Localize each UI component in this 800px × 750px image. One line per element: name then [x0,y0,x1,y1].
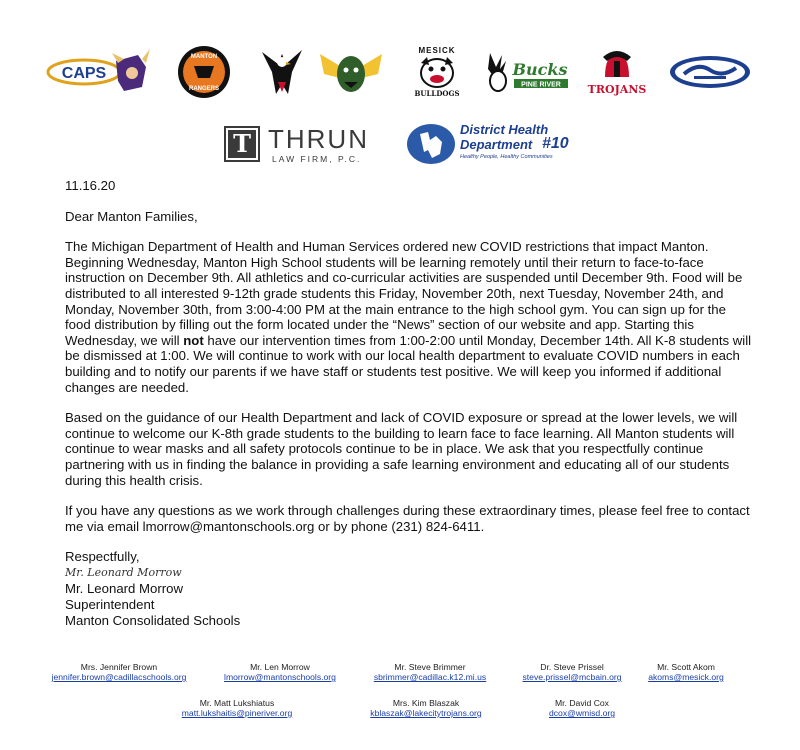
contact-item [166,698,308,718]
district-health-department-logo [406,122,582,168]
eagle-logo [258,42,304,102]
contact-name: Mr. Scott Akom [657,662,715,672]
contact-name: Mr. Matt Lukshiatus [199,698,275,708]
contact-name: Mrs. Kim Blaszak [392,698,460,708]
manton-rangers-logo [176,42,232,102]
contact-email-link[interactable]: lmorrow@mantonschools.org [224,672,336,682]
letter-paragraph-1: The Michigan Department of Health and Human Services ordered new COVID restrictions that impact Manton. Beginning Wednesday, Manton High School students will be learning remotely until their return to face-to-face instruction on December 9th. All athletics and co-curricular activities are suspended until December 9th. Food will be distributed to all interested 9-12th grade students this Friday, November 20th, next Tuesday, November 24th, and Monday, November 30th, from 3:00-4:00 PM at the main entrance to the high school gym. You can sign up for the food distribution by filling out the form located under the “News” section of our website and app. Starting this Wednesday, we will not have our intervention times from 1:00-2:00 until Monday, December 14th. All K-8 students will be dismissed at 1:00. We will continue to work with our local health department to evaluate COVID numbers in each building and to notify our parents if we have staff or students test positive. We will keep you informed if additional changes are needed. [65,239,752,395]
mesick-text: MESICK [418,46,456,55]
contact-item [510,662,634,682]
contact-item [354,698,498,718]
partner-logos-row [220,120,580,170]
dhd-line1: District Health [460,122,549,137]
signer-title: Superintendent [65,597,155,613]
contact-name: Mrs. Jennifer Brown [80,662,158,672]
contact-item [210,662,350,682]
signer-organization: Manton Consolidated Schools [65,613,241,629]
letter-date: 11.16.20 [65,178,116,193]
svg-text:PINE RIVER: PINE RIVER [521,81,561,89]
letter-closing: Respectfully, [65,549,140,565]
contact-email-link[interactable]: matt.lukshaitis@pineriver.org [181,708,293,718]
letter-paragraph-3: If you have any questions as we work through challenges during these extraordinary times, please feel free to contact me via email lmorrow@mantonschools.org or by phone (231) 824-6411. [65,503,750,534]
trojans-text: TROJANS [587,82,647,96]
school-logos-row [40,42,760,104]
svg-text:Bucks: Bucks [512,60,568,79]
bulldogs-text: BULLDOGS [414,89,460,98]
thrun-law-firm-logo [224,124,384,168]
dhd-tagline: Healthy People, Healthy Communities [460,154,553,160]
thrun-subtitle: LAW FIRM, P.C. [272,154,362,164]
winged-mascot-logo [318,42,384,102]
svg-text:MANTON: MANTON [190,54,218,60]
pine-river-bucks-logo [484,42,572,102]
signer-name: Mr. Leonard Morrow [65,581,183,597]
dhd-number: #10 [542,135,569,152]
contact-email-link[interactable]: kblaszak@lakecitytrojans.org [370,708,482,718]
contact-item [34,662,204,682]
contact-name: Mr. Len Morrow [250,662,310,672]
caps-vikings-logo [46,42,150,102]
trojans-logo [586,42,648,102]
contact-email-link[interactable]: akoms@mesick.org [648,672,724,682]
wexford-missaukee-isd-logo [668,42,752,102]
contact-item [540,698,624,718]
thrun-name: THRUN [268,124,369,154]
contact-name: Dr. Steve Prissel [540,662,604,672]
letter-salutation: Dear Manton Families, [65,208,198,224]
contact-name: Mr. Steve Brimmer [394,662,466,672]
contact-email-link[interactable]: sbrimmer@cadillac.k12.mi.us [373,672,487,682]
mesick-bulldogs-logo [406,42,468,102]
contact-email-link[interactable]: steve.prissel@mcbain.org [522,672,622,682]
signature-block [65,549,755,629]
letter-body [65,178,755,629]
contact-item [358,662,502,682]
thrun-mark-icon: T [224,126,260,162]
svg-text:CAPS: CAPS [61,65,107,82]
dhd-line2: Department [460,137,533,152]
handwritten-signature: Mr. Leonard Morrow [65,566,182,580]
contact-item [638,662,734,682]
michigan-map-icon [406,122,456,166]
contact-name: Mr. David Cox [555,698,609,708]
letter-paragraph-2: Based on the guidance of our Health Department and lack of COVID exposure or spread at the lower levels, we will continue to welcome our K-8th grade students to the building to learn face to face learning. All Manton students will continue to wear masks and all safety protocols continue to be in place. We ask that you respectfully continue partnering with us in finding the balance in providing a safe learning environment and educating all of our students during this health crisis. [65,410,738,488]
contact-email-link[interactable]: dcox@wmisd.org [548,708,616,718]
svg-text:RANGERS: RANGERS [188,86,220,92]
contact-email-link[interactable]: jennifer.brown@cadillacschools.org [51,672,187,682]
